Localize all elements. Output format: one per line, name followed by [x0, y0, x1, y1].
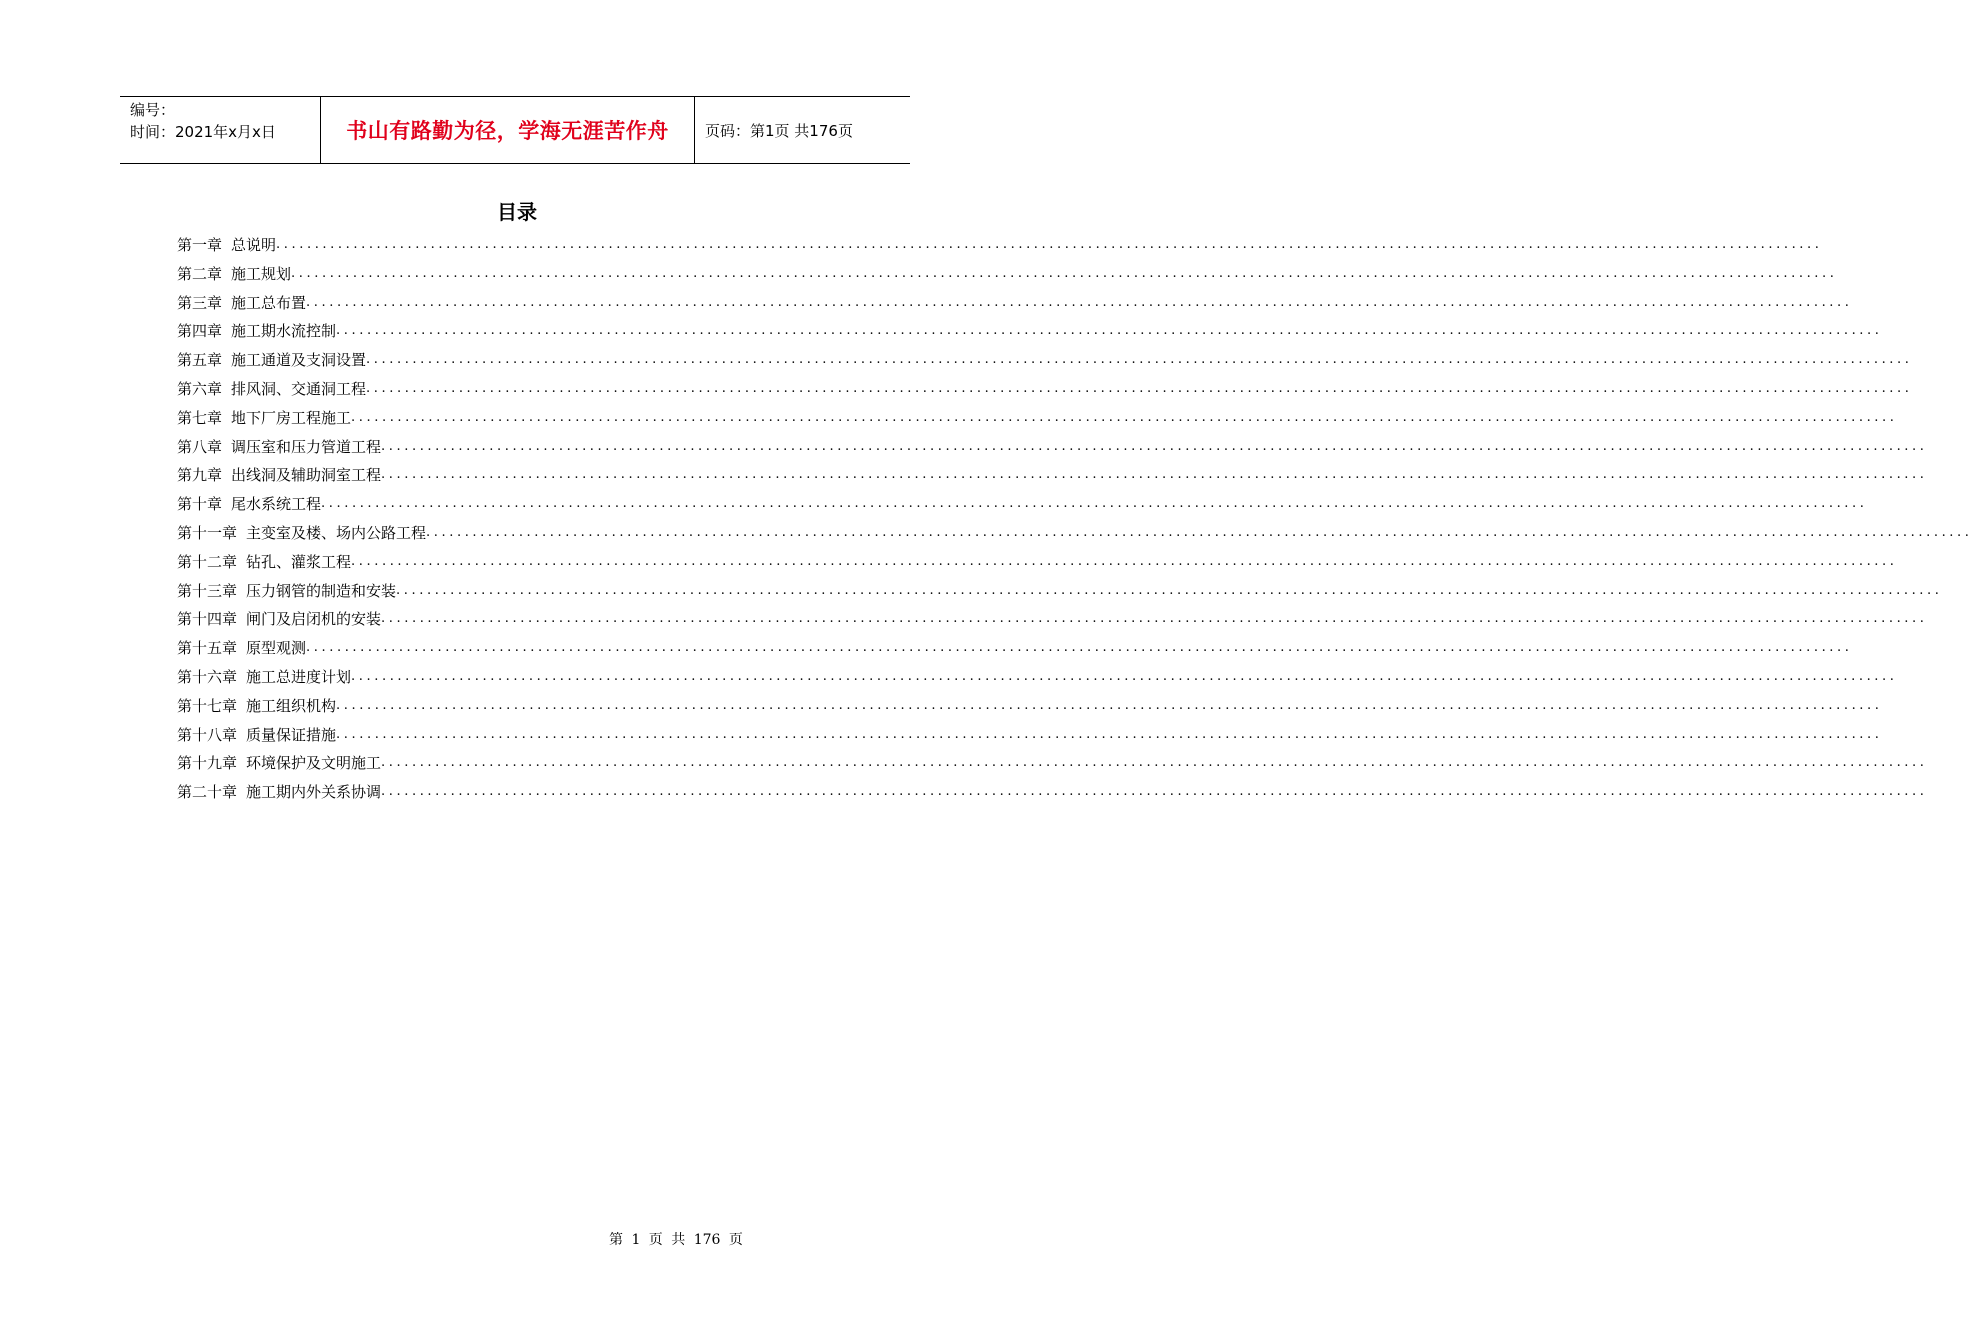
toc-entry-chapter: 第十章	[177, 495, 223, 514]
toc-entry[interactable]	[177, 778, 1928, 807]
toc-entry[interactable]	[177, 605, 1928, 634]
toc-entry-chapter: 第三章	[177, 293, 223, 312]
toc-entry[interactable]	[177, 634, 1853, 663]
toc-entry-chapter: 第二十章	[177, 783, 238, 802]
toc-entry[interactable]	[177, 231, 1823, 260]
toc-entry-chapter: 第十四章	[177, 610, 238, 629]
toc-dot-leader: ........................................................................................................................................................................................................	[366, 352, 1913, 368]
toc-entry-chapter: 第十七章	[177, 696, 238, 715]
toc-entry-chapter: 第八章	[177, 437, 223, 456]
toc-entry-title: 地下厂房工程施工	[231, 408, 352, 427]
toc-entry-chapter: 第十八章	[177, 725, 238, 744]
toc-entry[interactable]	[177, 375, 1913, 404]
toc-entry-title: 原型观测	[246, 639, 307, 658]
toc-dot-leader: ........................................................................................................................................................................................................	[381, 611, 1928, 627]
toc-dot-leader: ........................................................................................................................................................................................................	[381, 438, 1928, 454]
toc-entry-title: 调压室和压力管道工程	[231, 437, 382, 456]
toc-dot-leader: ........................................................................................................................................................................................................	[351, 409, 1898, 425]
toc-title: 目录	[497, 200, 537, 224]
header-page-info: 页码：第1页 共176页	[705, 121, 853, 140]
toc-dot-leader: ........................................................................................................................................................................................................	[381, 755, 1928, 771]
toc-entry-title: 施工组织机构	[246, 696, 337, 715]
toc-entry[interactable]	[177, 721, 1883, 750]
toc-dot-leader: ........................................................................................................................................................................................................	[366, 380, 1913, 396]
toc-entry-chapter: 第七章	[177, 408, 223, 427]
toc-entry-chapter: 第五章	[177, 351, 223, 370]
toc-entry-title: 主变室及楼、场内公路工程	[246, 523, 427, 542]
toc-dot-leader: ........................................................................................................................................................................................................	[381, 467, 1928, 483]
page-footer: 第 1 页 共 176 页	[609, 1232, 743, 1248]
toc-dot-leader: ........................................................................................................................................................................................................	[306, 640, 1853, 656]
toc-entry-title: 质量保证措施	[246, 725, 337, 744]
toc-entry-title: 施工期水流控制	[231, 322, 337, 341]
toc-entry[interactable]	[177, 692, 1883, 721]
toc-dot-leader: ........................................................................................................................................................................................................	[336, 697, 1883, 713]
document-number-label: 编号：	[130, 101, 176, 119]
toc-entry-title: 压力钢管的制造和安装	[246, 581, 397, 600]
toc-entry[interactable]	[177, 548, 1898, 577]
toc-entry-title: 尾水系统工程	[231, 495, 322, 514]
toc-entry-chapter: 第一章	[177, 236, 223, 254]
toc-entry-chapter: 第二章	[177, 264, 223, 283]
toc-dot-leader: ........................................................................................................................................................................................................	[396, 582, 1943, 598]
page-header	[120, 96, 910, 164]
toc-entry-title: 施工期内外关系协调	[246, 783, 382, 802]
toc-dot-leader: ........................................................................................................................................................................................................	[351, 668, 1898, 684]
toc-dot-leader: ........................................................................................................................................................................................................	[336, 323, 1883, 339]
toc-entry[interactable]	[177, 289, 1853, 318]
table-of-contents	[177, 231, 1973, 807]
toc-entry-chapter: 第九章	[177, 466, 223, 485]
toc-entry-chapter: 第十六章	[177, 667, 238, 686]
toc-dot-leader: ........................................................................................................................................................................................................	[321, 496, 1868, 512]
toc-entry-title: 环境保护及文明施工	[246, 754, 382, 773]
toc-entry-title: 出线洞及辅助洞室工程	[231, 466, 382, 485]
toc-dot-leader: ........................................................................................................................................................................................................	[426, 524, 1973, 540]
toc-entry-chapter: 第十五章	[177, 639, 238, 658]
header-motto: 书山有路勤为径，学海无涯苦作舟	[321, 97, 695, 163]
toc-entry[interactable]	[177, 461, 1928, 490]
toc-entry[interactable]	[177, 317, 1883, 346]
toc-entry[interactable]	[177, 404, 1898, 433]
toc-entry[interactable]	[177, 260, 1838, 289]
toc-entry-title: 钻孔、灌浆工程	[246, 552, 352, 571]
toc-entry[interactable]	[177, 346, 1913, 375]
toc-dot-leader: ........................................................................................................................................................................................................	[291, 265, 1838, 281]
toc-entry-title: 施工通道及支洞设置	[231, 351, 367, 370]
toc-entry[interactable]	[177, 519, 1973, 548]
toc-dot-leader: ........................................................................................................................................................................................................	[351, 553, 1898, 569]
toc-dot-leader: ........................................................................................................................................................................................................	[306, 294, 1853, 310]
header-left-cell	[120, 97, 321, 163]
toc-entry[interactable]	[177, 490, 1868, 519]
toc-entry-title: 闸门及启闭机的安装	[246, 610, 382, 629]
toc-entry-chapter: 第十三章	[177, 581, 238, 600]
toc-dot-leader: ........................................................................................................................................................................................................	[381, 784, 1928, 800]
toc-dot-leader: ........................................................................................................................................................................................................	[276, 237, 1823, 252]
toc-entry-chapter: 第四章	[177, 322, 223, 341]
toc-entry-chapter: 第十九章	[177, 754, 238, 773]
toc-entry[interactable]	[177, 749, 1928, 778]
toc-entry-title: 施工总进度计划	[246, 667, 352, 686]
toc-entry-title: 施工总布置	[231, 293, 307, 312]
toc-entry[interactable]	[177, 577, 1943, 606]
toc-entry-title: 施工规划	[231, 264, 292, 283]
toc-dot-leader: ........................................................................................................................................................................................................	[336, 726, 1883, 742]
document-time-label: 时间：2021年x月x日	[130, 123, 276, 141]
toc-entry-chapter: 第十一章	[177, 523, 238, 542]
toc-entry-title: 总说明	[231, 236, 277, 254]
toc-entry-title: 排风洞、交通洞工程	[231, 379, 367, 398]
toc-entry[interactable]	[177, 663, 1898, 692]
toc-entry-chapter: 第十二章	[177, 552, 238, 571]
toc-entry[interactable]	[177, 433, 1928, 462]
toc-entry-chapter: 第六章	[177, 379, 223, 398]
